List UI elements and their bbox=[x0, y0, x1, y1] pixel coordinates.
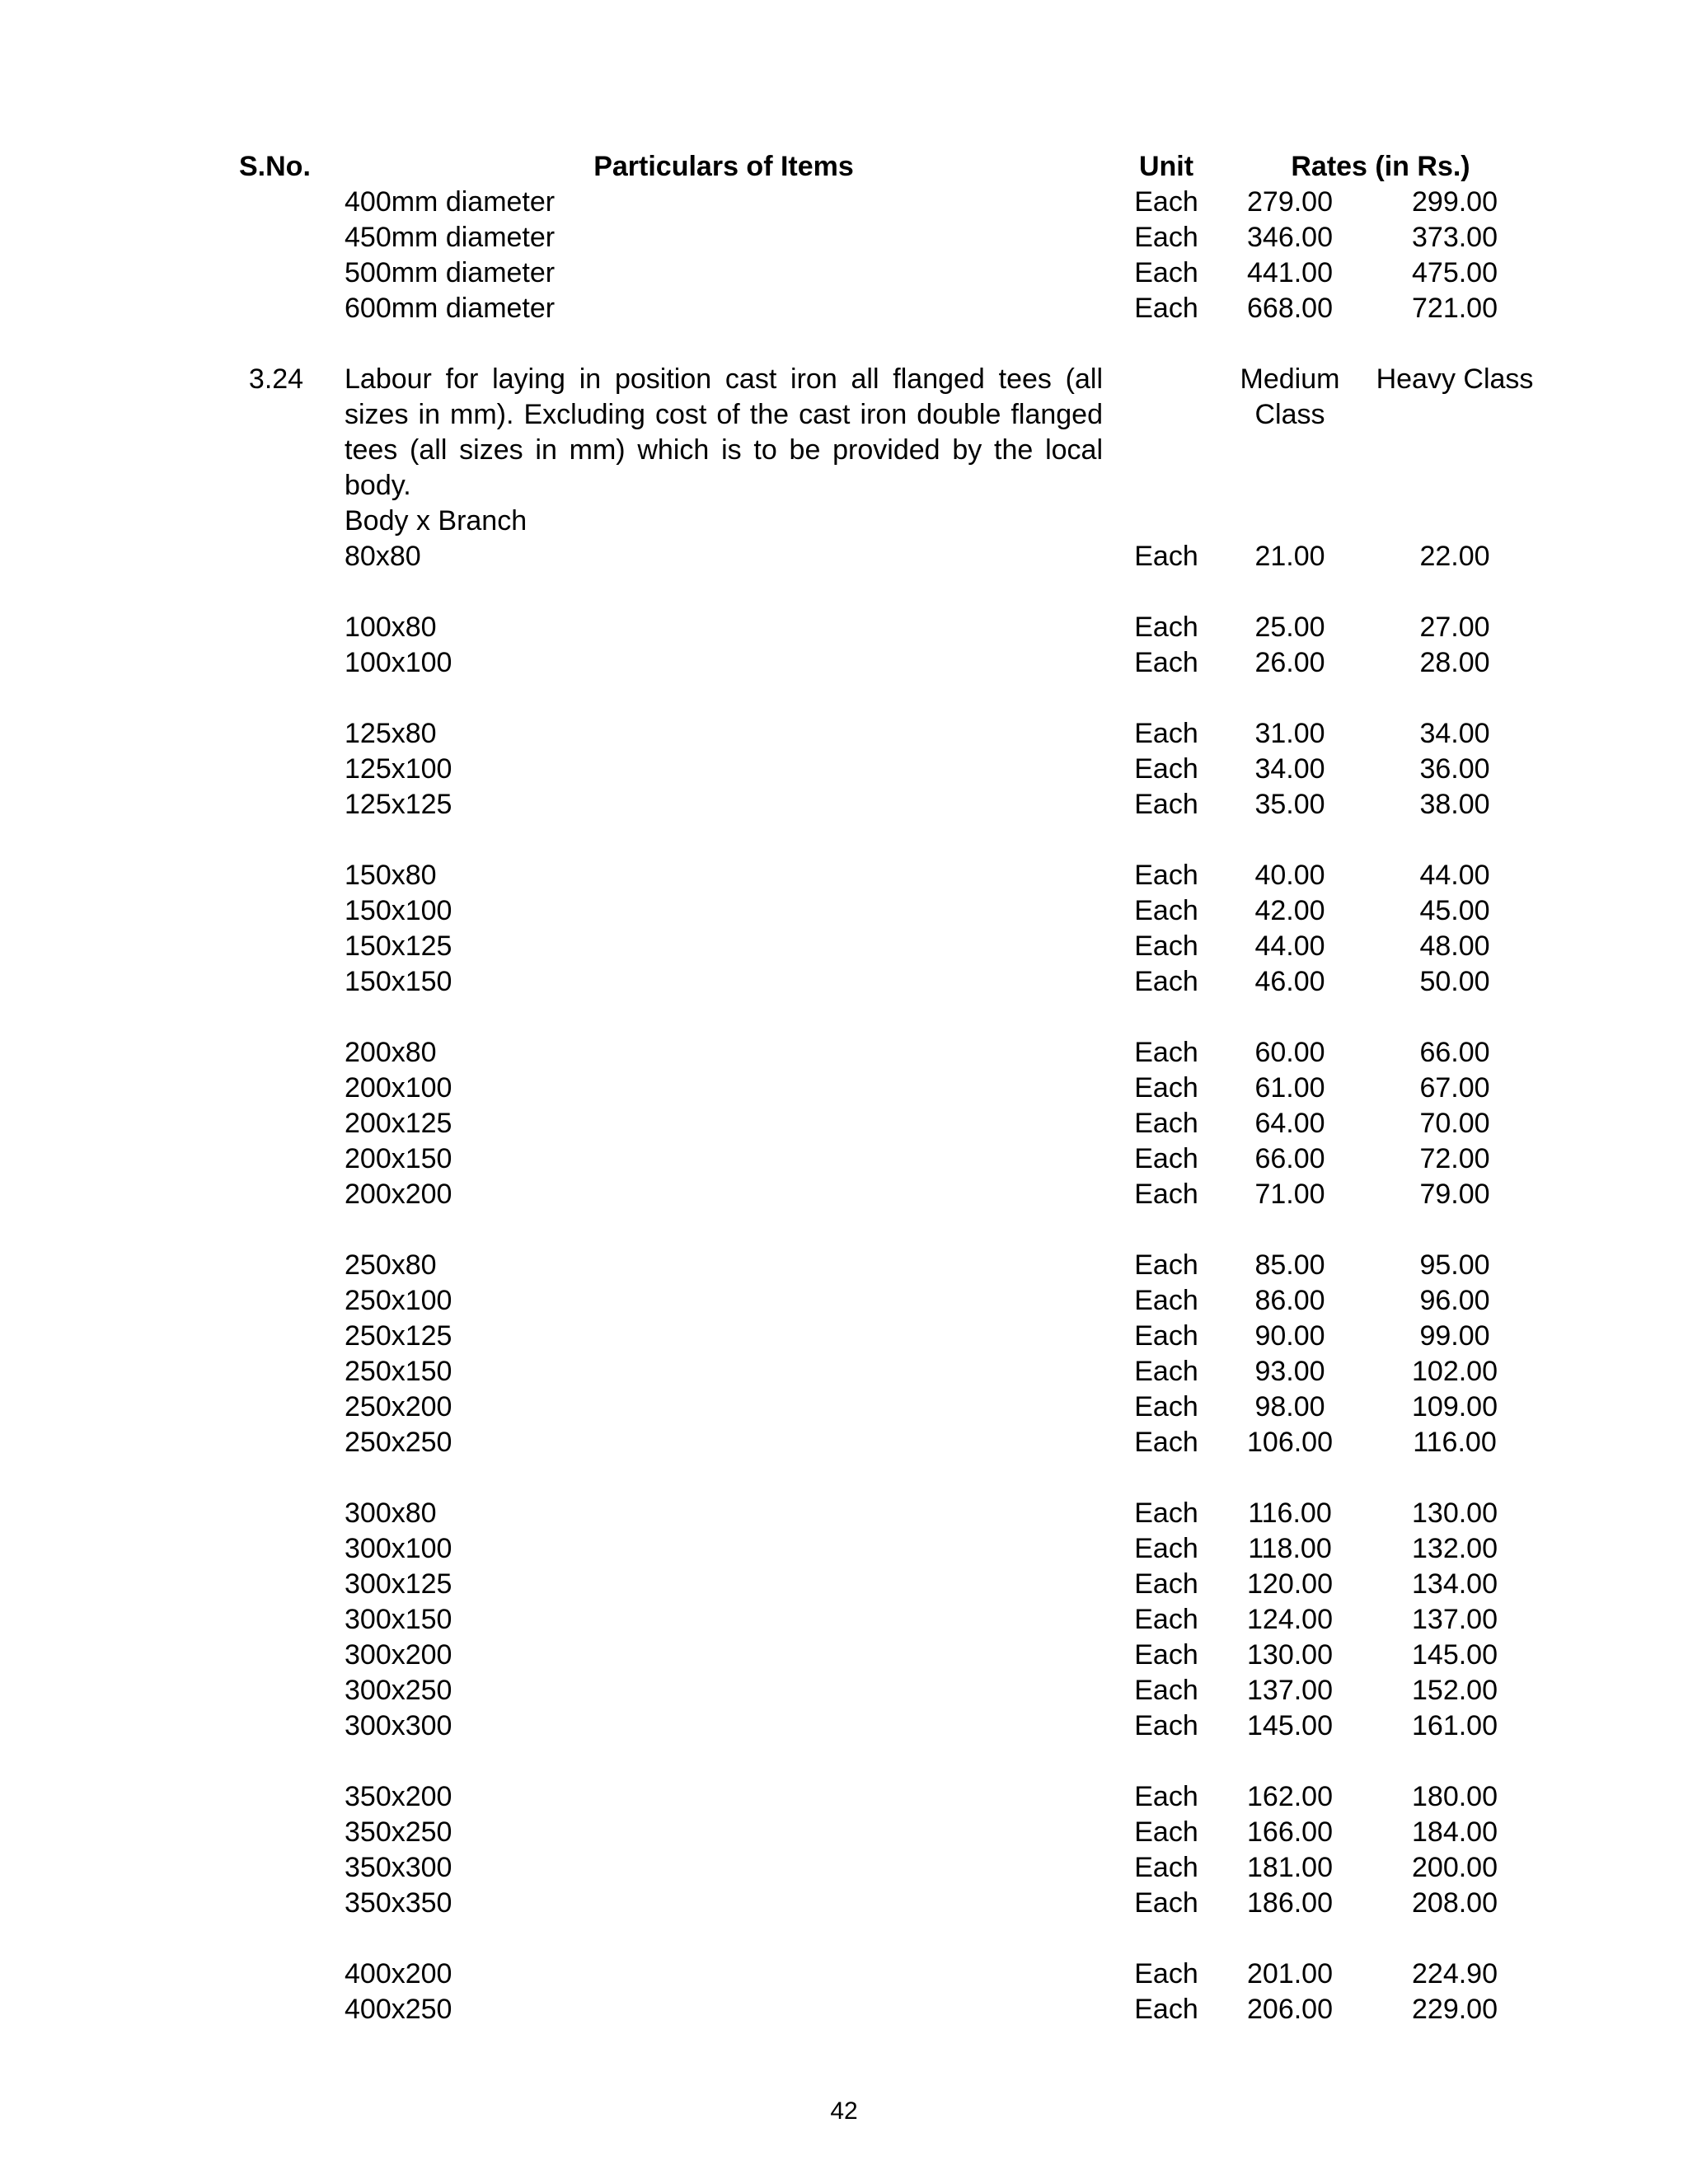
table-row bbox=[0, 1673, 1688, 1708]
medium-rate: 44.00 bbox=[1254, 930, 1325, 962]
table-row bbox=[0, 716, 1688, 752]
item-label: 350x250 bbox=[345, 1816, 452, 1848]
header-particulars: Particulars of Items bbox=[593, 151, 854, 182]
unit-cell: Each bbox=[1134, 1958, 1198, 1990]
table-row bbox=[0, 255, 1688, 291]
heavy-rate: 373.00 bbox=[1412, 222, 1498, 253]
medium-rate: 21.00 bbox=[1254, 541, 1325, 572]
unit-cell: Each bbox=[1134, 1604, 1198, 1635]
medium-rate: 124.00 bbox=[1247, 1604, 1333, 1635]
item-label: 400x250 bbox=[345, 1994, 452, 2025]
unit-cell: Each bbox=[1134, 1887, 1198, 1919]
medium-rate: 46.00 bbox=[1254, 966, 1325, 997]
item-label: 250x100 bbox=[345, 1285, 452, 1316]
unit-cell: Each bbox=[1134, 718, 1198, 749]
unit-cell: Each bbox=[1134, 1143, 1198, 1174]
heavy-rate: 224.90 bbox=[1412, 1958, 1498, 1990]
heavy-rate: 45.00 bbox=[1419, 895, 1490, 926]
heavy-rate: 130.00 bbox=[1412, 1497, 1498, 1529]
heavy-rate: 72.00 bbox=[1419, 1143, 1490, 1174]
heavy-class-label: Heavy Class bbox=[1376, 363, 1534, 395]
header-unit: Unit bbox=[1138, 151, 1194, 182]
medium-rate: 441.00 bbox=[1247, 257, 1333, 288]
medium-rate: 106.00 bbox=[1247, 1427, 1333, 1458]
item-label: 400x200 bbox=[345, 1958, 452, 1990]
item-label: 300x300 bbox=[345, 1710, 452, 1741]
heavy-rate: 67.00 bbox=[1419, 1072, 1490, 1104]
heavy-rate: 36.00 bbox=[1419, 753, 1490, 785]
heavy-rate: 137.00 bbox=[1412, 1604, 1498, 1635]
body-branch-subheading: Body x Branch bbox=[345, 505, 528, 537]
unit-cell: Each bbox=[1134, 789, 1198, 820]
table-header bbox=[0, 149, 1688, 185]
medium-rate: 71.00 bbox=[1254, 1179, 1325, 1210]
item-label: 500mm diameter bbox=[345, 257, 556, 288]
item-label: 150x150 bbox=[345, 966, 452, 997]
table-row bbox=[0, 893, 1688, 929]
table-row bbox=[0, 1106, 1688, 1141]
medium-rate: 118.00 bbox=[1248, 1533, 1332, 1564]
header-rates: Rates (in Rs.) bbox=[1291, 151, 1470, 182]
heavy-rate: 102.00 bbox=[1412, 1356, 1498, 1387]
table-row bbox=[0, 220, 1688, 255]
medium-rate: 93.00 bbox=[1254, 1356, 1325, 1387]
table-row bbox=[0, 1248, 1688, 1283]
item-label: 100x80 bbox=[345, 612, 437, 643]
heavy-rate: 180.00 bbox=[1412, 1781, 1498, 1812]
heavy-rate: 475.00 bbox=[1412, 257, 1498, 288]
table-row bbox=[0, 1638, 1688, 1673]
item-label: 125x125 bbox=[345, 789, 452, 820]
unit-cell: Each bbox=[1134, 1285, 1198, 1316]
table-row bbox=[0, 1779, 1688, 1815]
item-label: 300x200 bbox=[345, 1639, 452, 1671]
item-description: Labour for laying in position cast iron all flanged tees (all sizes in mm). Excluding cost of the cast iron double flanged tees (all sizes in mm) which is to be provided by the local body. bbox=[345, 363, 1103, 501]
medium-rate: 162.00 bbox=[1247, 1781, 1333, 1812]
heavy-rate: 152.00 bbox=[1412, 1675, 1498, 1706]
unit-cell: Each bbox=[1134, 1037, 1198, 1068]
table-row bbox=[0, 1567, 1688, 1602]
item-label: 250x200 bbox=[345, 1391, 452, 1422]
item-label: 200x125 bbox=[345, 1108, 452, 1139]
unit-cell: Each bbox=[1134, 612, 1198, 643]
item-label: 250x125 bbox=[345, 1320, 452, 1352]
table-row bbox=[0, 929, 1688, 964]
heavy-rate: 28.00 bbox=[1419, 647, 1490, 678]
item-number: 3.24 bbox=[248, 363, 304, 395]
medium-rate: 35.00 bbox=[1254, 789, 1325, 820]
unit-cell: Each bbox=[1134, 186, 1198, 218]
item-label: 250x150 bbox=[345, 1356, 452, 1387]
medium-rate: 40.00 bbox=[1254, 860, 1325, 891]
item-label: 300x80 bbox=[345, 1497, 437, 1529]
unit-cell: Each bbox=[1134, 966, 1198, 997]
item-label: 150x125 bbox=[345, 930, 452, 962]
item-label: 300x250 bbox=[345, 1675, 452, 1706]
table-row bbox=[0, 1354, 1688, 1390]
medium-rate: 26.00 bbox=[1254, 647, 1325, 678]
item-label: 150x80 bbox=[345, 860, 437, 891]
header-sno: S.No. bbox=[239, 151, 311, 182]
heavy-rate: 99.00 bbox=[1419, 1320, 1490, 1352]
heavy-rate: 721.00 bbox=[1412, 293, 1498, 324]
item-label: 200x200 bbox=[345, 1179, 452, 1210]
heavy-rate: 22.00 bbox=[1419, 541, 1490, 572]
heavy-rate: 34.00 bbox=[1419, 718, 1490, 749]
heavy-rate: 109.00 bbox=[1412, 1391, 1498, 1422]
item-label: 80x80 bbox=[345, 541, 421, 572]
table-row bbox=[0, 1602, 1688, 1638]
unit-cell: Each bbox=[1134, 1320, 1198, 1352]
table-row bbox=[0, 1177, 1688, 1212]
unit-cell: Each bbox=[1134, 1179, 1198, 1210]
heavy-rate: 134.00 bbox=[1412, 1568, 1498, 1600]
unit-cell: Each bbox=[1134, 1710, 1198, 1741]
item-label: 200x150 bbox=[345, 1143, 452, 1174]
unit-cell: Each bbox=[1134, 753, 1198, 785]
medium-rate: 206.00 bbox=[1247, 1994, 1333, 2025]
unit-cell: Each bbox=[1134, 1427, 1198, 1458]
item-label: 100x100 bbox=[345, 647, 452, 678]
medium-rate: 186.00 bbox=[1247, 1887, 1333, 1919]
medium-rate: 90.00 bbox=[1254, 1320, 1325, 1352]
table-row bbox=[0, 1992, 1688, 2027]
unit-cell: Each bbox=[1134, 1497, 1198, 1529]
item-label: 350x350 bbox=[345, 1887, 452, 1919]
item-label: 125x80 bbox=[345, 718, 437, 749]
medium-rate: 98.00 bbox=[1254, 1391, 1325, 1422]
medium-rate: 66.00 bbox=[1254, 1143, 1325, 1174]
table-row bbox=[0, 1496, 1688, 1531]
medium-rate: 34.00 bbox=[1254, 753, 1325, 785]
medium-class-label-line: Medium bbox=[1240, 363, 1340, 395]
medium-rate: 668.00 bbox=[1247, 293, 1333, 324]
table-row bbox=[0, 1708, 1688, 1744]
unit-cell: Each bbox=[1134, 1249, 1198, 1281]
medium-rate: 61.00 bbox=[1254, 1072, 1325, 1104]
table-row bbox=[0, 1319, 1688, 1354]
table-row bbox=[0, 1035, 1688, 1071]
medium-rate: 31.00 bbox=[1254, 718, 1325, 749]
unit-cell: Each bbox=[1134, 1675, 1198, 1706]
medium-class-label bbox=[1220, 362, 1360, 433]
unit-cell: Each bbox=[1134, 1994, 1198, 2025]
item-label: 200x80 bbox=[345, 1037, 437, 1068]
heavy-rate: 145.00 bbox=[1412, 1639, 1498, 1671]
unit-cell: Each bbox=[1134, 1781, 1198, 1812]
table-row bbox=[0, 539, 1688, 574]
medium-rate: 25.00 bbox=[1254, 612, 1325, 643]
item-label: 300x150 bbox=[345, 1604, 452, 1635]
page-number: 42 bbox=[830, 2097, 858, 2125]
table-row bbox=[0, 964, 1688, 1000]
medium-rate: 85.00 bbox=[1254, 1249, 1325, 1281]
unit-cell: Each bbox=[1134, 1533, 1198, 1564]
item-label: 400mm diameter bbox=[345, 186, 556, 218]
medium-rate: 181.00 bbox=[1247, 1852, 1333, 1883]
item-label: 450mm diameter bbox=[345, 222, 556, 253]
unit-cell: Each bbox=[1134, 541, 1198, 572]
unit-cell: Each bbox=[1134, 1072, 1198, 1104]
heavy-rate: 96.00 bbox=[1419, 1285, 1490, 1316]
heavy-rate: 27.00 bbox=[1419, 612, 1490, 643]
item-label: 150x100 bbox=[345, 895, 452, 926]
medium-rate: 86.00 bbox=[1254, 1285, 1325, 1316]
heavy-rate: 184.00 bbox=[1412, 1816, 1498, 1848]
heavy-rate: 44.00 bbox=[1419, 860, 1490, 891]
heavy-rate: 50.00 bbox=[1419, 966, 1490, 997]
table-row bbox=[0, 787, 1688, 823]
table-row bbox=[0, 1531, 1688, 1567]
medium-rate: 120.00 bbox=[1247, 1568, 1333, 1600]
item-label: 600mm diameter bbox=[345, 293, 556, 324]
item-label: 300x100 bbox=[345, 1533, 452, 1564]
heavy-rate: 299.00 bbox=[1412, 186, 1498, 218]
table-row bbox=[0, 1815, 1688, 1850]
unit-cell: Each bbox=[1134, 293, 1198, 324]
medium-rate: 346.00 bbox=[1247, 222, 1333, 253]
heavy-rate: 79.00 bbox=[1419, 1179, 1490, 1210]
heavy-rate: 200.00 bbox=[1412, 1852, 1498, 1883]
unit-cell: Each bbox=[1134, 1816, 1198, 1848]
heavy-rate: 161.00 bbox=[1412, 1710, 1498, 1741]
medium-rate: 130.00 bbox=[1247, 1639, 1333, 1671]
unit-cell: Each bbox=[1134, 860, 1198, 891]
medium-class-label-line: Class bbox=[1254, 399, 1325, 430]
medium-rate: 60.00 bbox=[1254, 1037, 1325, 1068]
table-row bbox=[0, 645, 1688, 681]
unit-cell: Each bbox=[1134, 1108, 1198, 1139]
unit-cell: Each bbox=[1134, 222, 1198, 253]
medium-rate: 166.00 bbox=[1247, 1816, 1333, 1848]
unit-cell: Each bbox=[1134, 930, 1198, 962]
item-label: 250x250 bbox=[345, 1427, 452, 1458]
table-row bbox=[0, 1071, 1688, 1106]
item-label: 350x200 bbox=[345, 1781, 452, 1812]
table-row bbox=[0, 858, 1688, 893]
unit-cell: Each bbox=[1134, 1568, 1198, 1600]
table-row bbox=[0, 1957, 1688, 1992]
medium-rate: 116.00 bbox=[1248, 1497, 1332, 1529]
unit-cell: Each bbox=[1134, 895, 1198, 926]
medium-rate: 145.00 bbox=[1247, 1710, 1333, 1741]
unit-cell: Each bbox=[1134, 647, 1198, 678]
table-row bbox=[0, 610, 1688, 645]
heavy-rate: 38.00 bbox=[1419, 789, 1490, 820]
table-row bbox=[0, 1390, 1688, 1425]
heavy-rate: 132.00 bbox=[1412, 1533, 1498, 1564]
unit-cell: Each bbox=[1134, 1356, 1198, 1387]
table-row bbox=[0, 1425, 1688, 1460]
medium-rate: 137.00 bbox=[1247, 1675, 1333, 1706]
medium-rate: 64.00 bbox=[1254, 1108, 1325, 1139]
medium-rate: 279.00 bbox=[1247, 186, 1333, 218]
unit-cell: Each bbox=[1134, 1639, 1198, 1671]
medium-rate: 201.00 bbox=[1247, 1958, 1333, 1990]
table-row bbox=[0, 752, 1688, 787]
table-row bbox=[0, 1283, 1688, 1319]
item-label: 200x100 bbox=[345, 1072, 452, 1104]
medium-rate: 42.00 bbox=[1254, 895, 1325, 926]
item-label: 250x80 bbox=[345, 1249, 437, 1281]
heavy-rate: 95.00 bbox=[1419, 1249, 1490, 1281]
unit-cell: Each bbox=[1134, 1391, 1198, 1422]
heavy-rate: 66.00 bbox=[1419, 1037, 1490, 1068]
item-label: 350x300 bbox=[345, 1852, 452, 1883]
heavy-rate: 48.00 bbox=[1419, 930, 1490, 962]
heavy-rate: 116.00 bbox=[1413, 1427, 1497, 1458]
table-row bbox=[0, 1141, 1688, 1177]
unit-cell: Each bbox=[1134, 257, 1198, 288]
item-label: 125x100 bbox=[345, 753, 452, 785]
table-row bbox=[0, 1850, 1688, 1886]
table-row bbox=[0, 185, 1688, 220]
unit-cell: Each bbox=[1134, 1852, 1198, 1883]
heavy-rate: 229.00 bbox=[1412, 1994, 1498, 2025]
item-label: 300x125 bbox=[345, 1568, 452, 1600]
table-row bbox=[0, 1886, 1688, 1921]
heavy-rate: 208.00 bbox=[1412, 1887, 1498, 1919]
table-row bbox=[0, 291, 1688, 326]
heavy-rate: 70.00 bbox=[1419, 1108, 1490, 1139]
